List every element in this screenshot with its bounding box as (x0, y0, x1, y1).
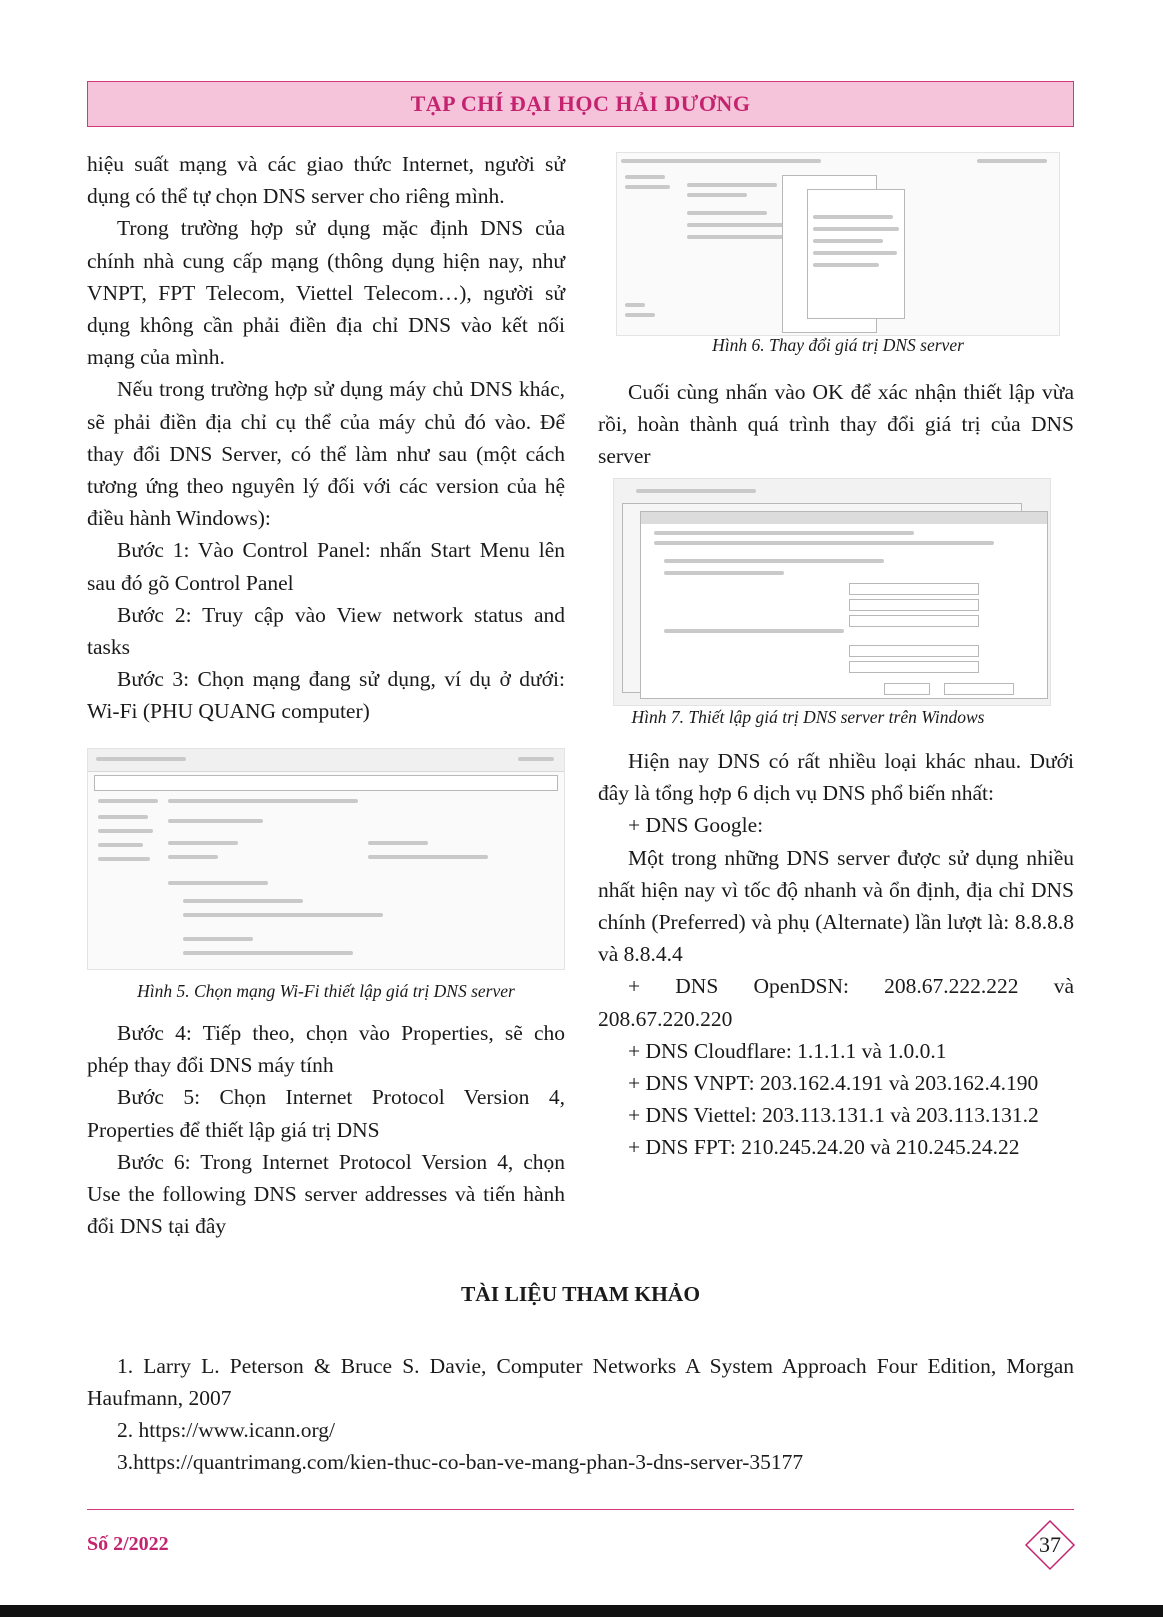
paragraph: Bước 3: Chọn mạng đang sử dụng, ví dụ ở dưới: Wi-Fi (PHU QUANG computer) (87, 667, 565, 724)
figure-7-screenshot (613, 478, 1051, 706)
journal-header (87, 81, 1074, 127)
page-bottom-edge (0, 1605, 1163, 1617)
paragraph: + DNS FPT: 210.245.24.20 và 210.245.24.22 (628, 1135, 1020, 1160)
reference-item: 3.https://quantrimang.com/kien-thuc-co-ban-ve-mang-phan-3-dns-server-35177 (117, 1450, 804, 1474)
page-number: 37 (1039, 1532, 1061, 1557)
figure-5-screenshot (87, 748, 565, 970)
paragraph: Bước 2: Truy cập vào View network status and tasks (87, 602, 565, 660)
figure-6-caption: Hình 6. Thay đổi giá trị DNS server (712, 335, 964, 355)
paragraph: Một trong những DNS server được sử dụng nhiều nhất hiện nay vì tốc độ nhanh và ổn định, địa chỉ DNS chính (Preferred) và phụ (Alternate) lần lượt là: 8.8.8.8 và 8.8.4.4 (598, 845, 1074, 967)
paragraph: Hiện nay DNS có rất nhiều loại khác nhau. Dưới đây là tổng hợp 6 dịch vụ DNS phổ biến nhất: (598, 749, 1074, 806)
paragraph: + DNS Cloudflare: 1.1.1.1 và 1.0.0.1 (628, 1038, 947, 1063)
figure-7-caption: Hình 7. Thiết lập giá trị DNS server trên Windows (631, 707, 985, 727)
paragraph: Nếu trong trường hợp sử dụng máy chủ DNS khác, sẽ phải điền địa chỉ cụ thể của máy chủ đó vào. Để thay đổi DNS Server, có thể làm như sau (một cách tương ứng theo nguyên lý đối với các version của hệ điều hành Windows): (87, 377, 565, 531)
right-column-lower (598, 745, 1074, 1164)
paragraph: hiệu suất mạng và các giao thức Internet, người sử dụng có thể tự chọn DNS server cho riêng mình. (87, 152, 565, 209)
right-column-upper (598, 376, 1074, 473)
journal-title: TẠP CHÍ ĐẠI HỌC HẢI DƯƠNG (410, 91, 751, 116)
issue-number: Số 2/2022 (87, 1533, 169, 1555)
paragraph: Bước 5: Chọn Internet Protocol Version 4, Properties để thiết lập giá trị DNS (87, 1085, 565, 1142)
figure-6-screenshot (616, 152, 1060, 336)
paragraph: + DNS VNPT: 203.162.4.191 và 203.162.4.190 (628, 1071, 1039, 1096)
references-list (87, 1350, 1074, 1478)
paragraph: + DNS OpenDSN: 208.67.222.222 và 208.67.220.220 (598, 974, 1074, 1031)
figure-5-caption: Hình 5. Chọn mạng Wi-Fi thiết lập giá trị DNS server (137, 981, 515, 1001)
reference-item: 1. Larry L. Peterson & Bruce S. Davie, Computer Networks A System Approach Four Edition, Morgan Haufmann, 2007 (87, 1354, 1074, 1410)
paragraph: Trong trường hợp sử dụng mặc định DNS của chính nhà cung cấp mạng (thông dụng hiện nay, như VNPT, FPT Telecom, Viettel Telecom…), người sử dụng không cần phải điền địa chỉ DNS vào kết nối mạng của mình. (87, 216, 565, 370)
paragraph: Bước 6: Trong Internet Protocol Version 4, chọn Use the following DNS server addresses và tiến hành đổi DNS tại đây (87, 1149, 565, 1239)
left-column-lower (87, 1017, 565, 1242)
references-title: TÀI LIỆU THAM KHẢO (460, 1282, 701, 1306)
footer-divider (87, 1509, 1074, 1510)
reference-item: 2. https://www.icann.org/ (117, 1418, 335, 1442)
paragraph: Bước 4: Tiếp theo, chọn vào Properties, sẽ cho phép thay đổi DNS máy tính (87, 1021, 565, 1078)
paragraph: + DNS Viettel: 203.113.131.1 và 203.113.131.2 (628, 1103, 1039, 1128)
paragraph: Cuối cùng nhấn vào OK để xác nhận thiết lập vừa rồi, hoàn thành quá trình thay đổi giá trị của DNS server (598, 380, 1074, 469)
left-column (87, 148, 565, 728)
page-number-badge (1024, 1519, 1076, 1571)
paragraph: + DNS Google: (628, 813, 764, 838)
paragraph: Bước 1: Vào Control Panel: nhấn Start Menu lên sau đó gõ Control Panel (87, 538, 565, 595)
